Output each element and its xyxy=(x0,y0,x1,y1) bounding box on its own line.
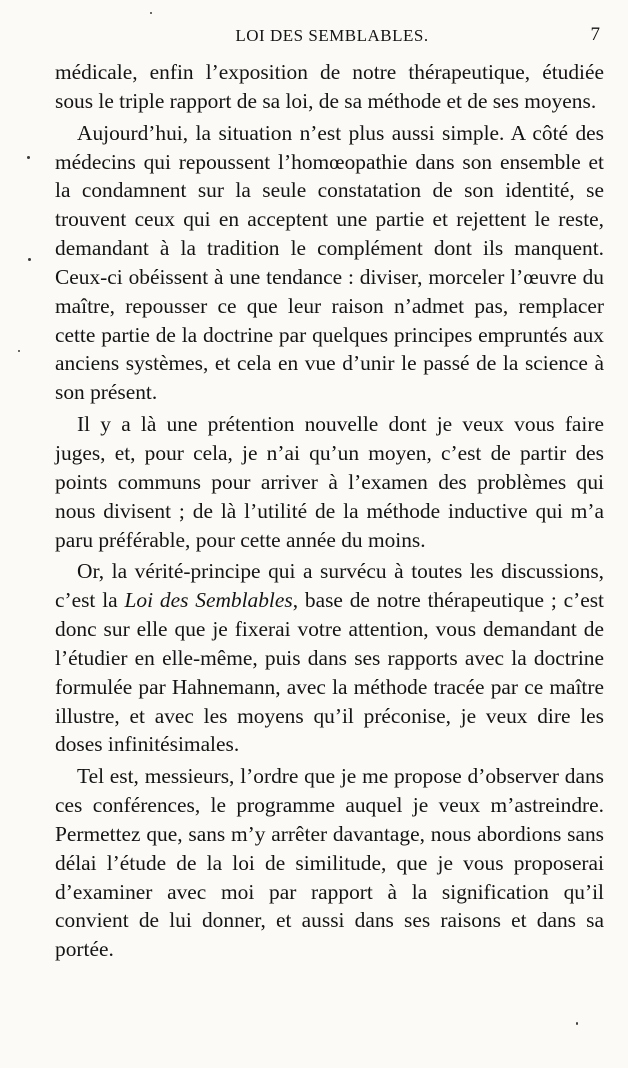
paragraph-3 xyxy=(55,410,604,554)
running-head xyxy=(56,24,608,48)
paragraph-3-text: Il y a là une prétention nouvelle dont je veux vous faire juges, et, pour cela, je n’ai qu’un moyen, c’est de partir des points communs pour arriver à l’examen des problèmes qui nous divisent ; de là l’utilité de la méthode inductive qui m’a paru préférable, pour cette année du moins. xyxy=(55,412,604,552)
print-speck xyxy=(150,12,152,14)
print-speck xyxy=(27,156,30,159)
paragraph-4 xyxy=(55,557,604,759)
print-speck xyxy=(18,350,20,352)
body-text xyxy=(55,58,604,964)
paragraph-2 xyxy=(55,119,604,407)
paragraph-4-text-end: , base de notre thérapeutique ; c’est donc sur elle que je fixerai votre attention, vous demandant de l’étudier en elle-même, puis dans ses rapports avec la doctrine formulée par Hahnemann, avec la méthode tracée par ce maître illustre, et avec les moyens qu’il préconise, je veux dire les doses infinitésimales. xyxy=(55,588,604,757)
paragraph-5-text: Tel est, messieurs, l’ordre que je me propose d’observer dans ces conférences, le programme auquel je veux m’astreindre. Permettez que, sans m’y arrêter davantage, nous abordions sans délai l’étude de la loi de similitude, que je vous proposerai d’examiner avec moi par rapport à la signification qu’il convient de lui donner, et aussi dans ses raisons et dans sa portée. xyxy=(55,764,604,962)
print-speck xyxy=(28,258,31,261)
paragraph-4-text-start: Or, la vérité-principe qui a survécu à toutes les discussions, c’est la xyxy=(55,559,604,613)
paragraph-5 xyxy=(55,762,604,964)
paragraph-1-text: médicale, enfin l’exposition de notre thérapeutique, étudiée sous le triple rapport de sa loi, de sa méthode et de ses moyens. xyxy=(55,60,604,113)
paragraph-2-text: Aujourd’hui, la situation n’est plus aussi simple. A côté des médecins qui repoussent l’homœopathie dans son ensemble et la condamnent sur la seule constatation de son identité, se trouvent ceux qui en acceptent une partie et rejettent le reste, demandant à la tradition le complément dont ils manquent. Ceux-ci obéissent à une tendance : diviser, morceler l’œuvre du maître, repousser ce que leur raison n’admet pas, remplacer cette partie de la doctrine par quelques principes empruntés aux anciens systèmes, et cela en vue d’unir le passé de la science à son présent. xyxy=(55,120,604,405)
running-title: LOI DES SEMBLABLES. xyxy=(235,26,429,45)
law-of-similars-italic: Loi des Semblables xyxy=(124,588,293,613)
paragraph-1 xyxy=(55,58,604,116)
page-number: 7 xyxy=(590,24,600,45)
print-speck xyxy=(576,1022,578,1025)
